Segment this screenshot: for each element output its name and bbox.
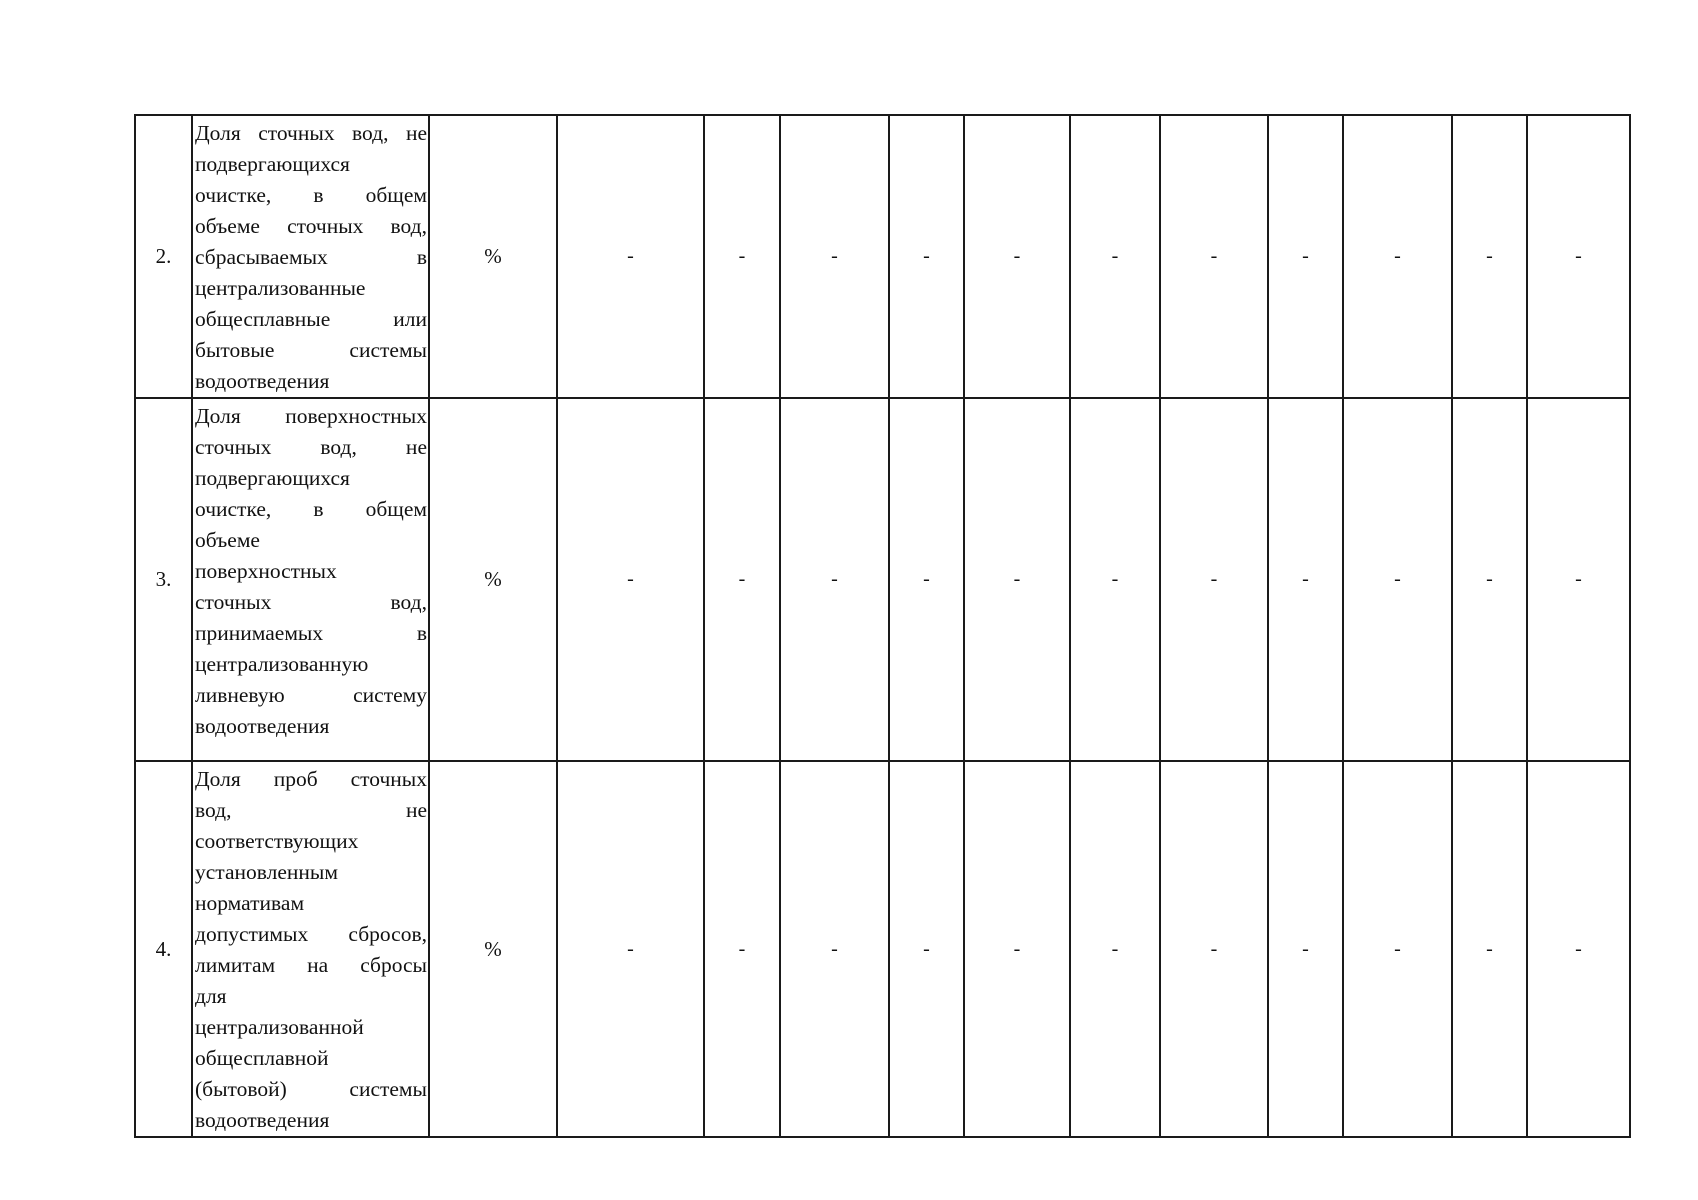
indicator-name-line: сточных вод, [195,590,427,614]
value-cell: - [780,761,889,1137]
value-cell: - [1268,398,1343,761]
indicator-name-line: объеме [195,528,260,552]
indicator-name-line: соответствующих [195,829,359,853]
value-cell: - [889,761,964,1137]
indicator-name-line: сточных вод, не [195,435,427,459]
value-cell: - [964,761,1070,1137]
value-cell: - [1070,115,1160,398]
value-cell: - [1527,761,1630,1137]
value-cell: - [1527,115,1630,398]
indicator-name-line: вод, не [195,798,427,822]
value-cell: - [1160,761,1268,1137]
value-cell: - [780,398,889,761]
value-cell: - [1343,761,1452,1137]
indicator-name-line: (бытовой) системы [195,1077,427,1101]
indicator-name-line: водоотведения [195,369,330,393]
value-cell: - [1070,398,1160,761]
indicator-name-line: очистке, в общем [195,183,427,207]
value-cell: - [557,115,704,398]
row-number-cell: 2. [135,115,192,398]
value-cell: - [1452,761,1527,1137]
indicator-name-line: нормативам [195,891,305,915]
table-body [135,115,1630,1137]
indicator-name-line: очистке, в общем [195,497,427,521]
indicator-name-line: Доля проб сточных [195,767,427,791]
row-number-cell: 3. [135,398,192,761]
indicator-name-line: централизованную [195,652,369,676]
unit-cell: % [429,398,557,761]
value-cell: - [1452,398,1527,761]
value-cell: - [889,398,964,761]
indicator-name-line: принимаемых в [195,621,427,645]
value-cell: - [1160,115,1268,398]
indicator-name-line: установленным [195,860,338,884]
value-cell: - [1343,115,1452,398]
indicator-name-line: Доля поверхностных [195,404,427,428]
indicator-name-line: водоотведения [195,714,330,738]
indicator-name-line: Доля сточных вод, не [195,121,427,145]
indicator-name-line: сбрасываемых в [195,245,427,269]
unit-cell: % [429,761,557,1137]
indicator-name-line: лимитам на сбросы [195,953,427,977]
value-cell: - [1070,761,1160,1137]
value-cell: - [704,115,780,398]
indicator-name-line: бытовые системы [195,338,427,362]
value-cell: - [780,115,889,398]
table-row [135,398,1630,761]
row-number-cell: 4. [135,761,192,1137]
indicator-name-line: для [195,984,227,1008]
value-cell: - [889,115,964,398]
indicator-name-cell [192,761,429,1137]
indicator-name-cell [192,115,429,398]
indicator-name-line: ливневую систему [195,683,427,707]
indicator-name-line: централизованные [195,276,366,300]
indicator-name-line: допустимых сбросов, [195,922,427,946]
value-cell: - [557,398,704,761]
indicator-name-line: общесплавной [195,1046,329,1070]
value-cell: - [1343,398,1452,761]
value-cell: - [704,398,780,761]
table-row [135,115,1630,398]
indicators-table [134,114,1631,1138]
value-cell: - [1160,398,1268,761]
indicator-name-line: общесплавные или [195,307,427,331]
value-cell: - [964,398,1070,761]
value-cell: - [1527,398,1630,761]
value-cell: - [557,761,704,1137]
unit-cell: % [429,115,557,398]
indicator-name-line: водоотведения [195,1108,330,1132]
value-cell: - [704,761,780,1137]
indicator-name-line: подвергающихся [195,152,350,176]
indicator-name-line: объеме сточных вод, [195,214,427,238]
value-cell: - [1268,115,1343,398]
indicator-name-line: поверхностных [195,559,337,583]
indicator-name-line: централизованной [195,1015,364,1039]
indicator-name-line: подвергающихся [195,466,350,490]
table-row [135,761,1630,1137]
value-cell: - [1268,761,1343,1137]
indicator-name-cell [192,398,429,761]
value-cell: - [964,115,1070,398]
value-cell: - [1452,115,1527,398]
